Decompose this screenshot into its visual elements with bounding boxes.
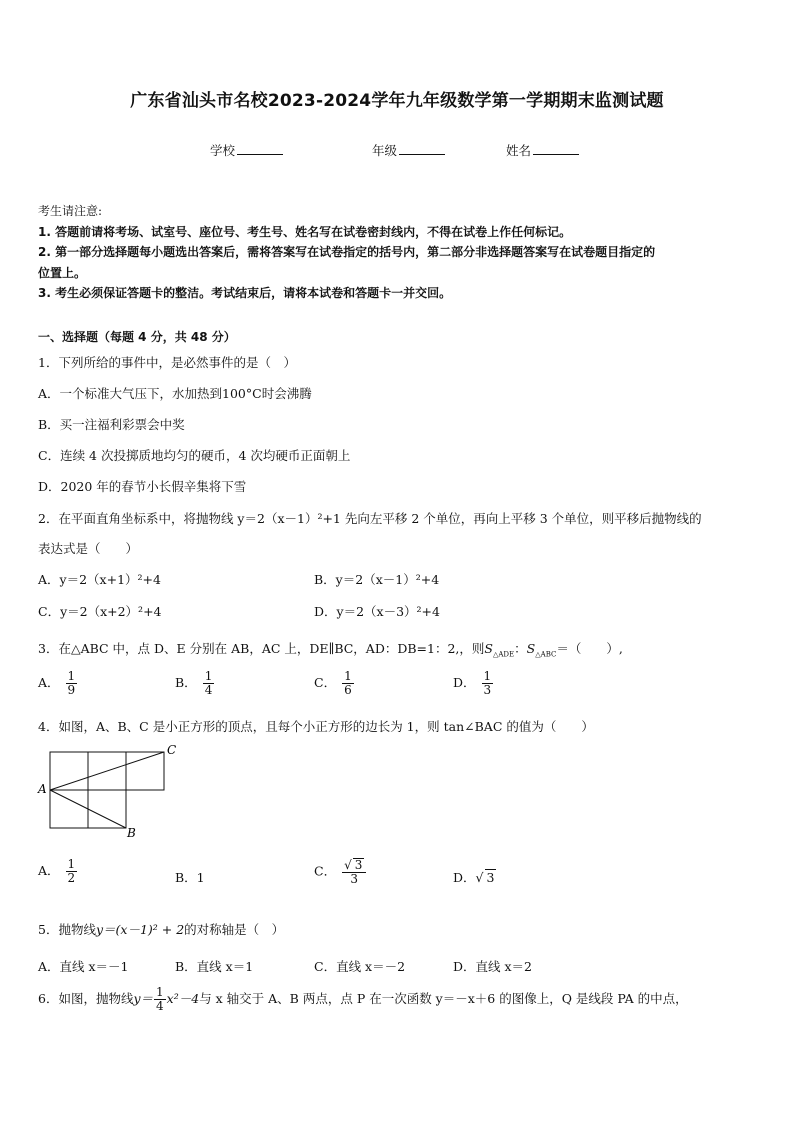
- q4-label-b: B: [127, 826, 136, 838]
- notice-item-3: 3. 考生必须保证答题卡的整洁。考试结束后，请将本试卷和答题卡一并交回。: [38, 286, 452, 300]
- page-title: 广东省汕头市名校2023-2024学年九年级数学第一学期期末监测试题: [130, 91, 664, 111]
- q2-option-b[interactable]: B．y＝2（x－1）²+4: [314, 572, 440, 587]
- q4-label-c: C: [167, 743, 177, 757]
- q3-option-d[interactable]: D． $\frac{1}{3}$: [453, 669, 492, 697]
- q5-option-d[interactable]: D．直线 x＝2: [453, 959, 532, 974]
- q3-option-a[interactable]: A． $\frac{1}{9}$: [38, 669, 76, 697]
- q5-option-c[interactable]: C．直线 x＝－2: [314, 959, 406, 974]
- notice-item-2-cont: 位置上。: [38, 265, 87, 280]
- q4-grid-square: [88, 790, 126, 828]
- q3-option-c[interactable]: C． $\frac{1}{6}$: [314, 669, 352, 697]
- name-label: 姓名: [506, 143, 532, 158]
- q5-stem: 5．抛物线y＝(x－1)² + 2的对称轴是（ ）: [38, 922, 285, 937]
- q1-option-a[interactable]: A．一个标准大气压下，水加热到100°C时会沸腾: [38, 386, 312, 401]
- q1-option-c[interactable]: C．连续 4 次投掷质地均匀的硬币，4 次均硬币正面朝上: [38, 448, 351, 463]
- q2-option-a[interactable]: A．y＝2（x+1）²+4: [38, 572, 161, 587]
- notice-item-1: 1. 答题前请将考场、试室号、座位号、考生号、姓名写在试卷密封线内，不得在试卷上作任何标记。: [38, 224, 572, 239]
- q4-grid-square: [50, 752, 88, 790]
- q5-option-b[interactable]: B．直线 x＝1: [175, 959, 254, 974]
- q2-option-c[interactable]: C．y＝2（x+2）²+4: [38, 604, 162, 619]
- q4-label-a: A: [38, 782, 47, 796]
- q4-option-d[interactable]: D．√ 3: [453, 870, 495, 885]
- school-blank[interactable]: [237, 142, 283, 155]
- q5-option-a[interactable]: A．直线 x＝－1: [38, 959, 129, 974]
- name-blank[interactable]: [533, 142, 579, 155]
- school-label: 学校: [210, 143, 236, 158]
- q2-stem-line2: 表达式是（ ）: [38, 541, 139, 556]
- q1-stem: 1．下列所给的事件中，是必然事件的是（ ）: [38, 355, 296, 370]
- q2-option-d[interactable]: D．y＝2（x－3）²+4: [314, 604, 440, 619]
- grade-label: 年级: [372, 143, 398, 158]
- q3-option-b[interactable]: B． $\frac{1}{4}$: [175, 669, 213, 697]
- q4-segment-ac: [50, 752, 164, 790]
- q6-stem: 6．如图，抛物线y＝ $\frac{1}{4}$ x²－4与 x 轴交于 A、B 两点，点 P 在一次函数 y＝－x＋6 的图像上，Q 是线段 PA 的中点，: [38, 985, 688, 1013]
- name-field: [506, 141, 579, 159]
- q4-option-c[interactable]: C． $\frac{√ 3}{3}$: [314, 858, 366, 886]
- q4-grid-figure: [36, 742, 186, 838]
- notice-item-2: 2. 第一部分选择题每小题选出答案后，需将答案写在试卷指定的括号内，第二部分非选择题答案写在试卷题目指定的: [38, 245, 656, 259]
- grade-blank[interactable]: [399, 142, 445, 155]
- q4-option-b[interactable]: B．1: [175, 870, 205, 885]
- notice-block: [38, 201, 760, 304]
- section-heading: 一、选择题（每题 4 分，共 48 分）: [38, 330, 236, 344]
- q4-option-a[interactable]: A． $\frac{1}{2}$: [38, 857, 76, 885]
- notice-heading: 考生请注意:: [38, 204, 103, 218]
- q1-option-d[interactable]: D．2020 年的春节小长假辛集将下雪: [38, 479, 247, 494]
- q5-expression: y＝(x－1)² + 2: [95, 922, 185, 937]
- grade-field: [372, 141, 445, 159]
- school-field: [210, 141, 283, 159]
- q3-stem: 3．在△ABC 中，点 D、E 分别在 AB，AC 上，DE∥BC，AD：DB=1：2,，则$S_{\triangle ADE}$：$S_{\triangle ABC}=$（ ）,: [38, 641, 623, 659]
- q1-option-b[interactable]: B．买一注福利彩票会中奖: [38, 417, 185, 432]
- q2-stem-line1: 2．在平面直角坐标系中，将抛物线 y＝2（x－1）²+1 先向左平移 2 个单位，再向上平移 3 个单位，则平移后抛物线的: [38, 511, 702, 526]
- q4-stem: 4．如图，A、B、C 是小正方形的顶点，且每个小正方形的边长为 1，则 tan∠BAC 的值为（ ）: [38, 719, 594, 734]
- q4-grid-square: [126, 752, 164, 790]
- q4-grid-square: [50, 790, 88, 828]
